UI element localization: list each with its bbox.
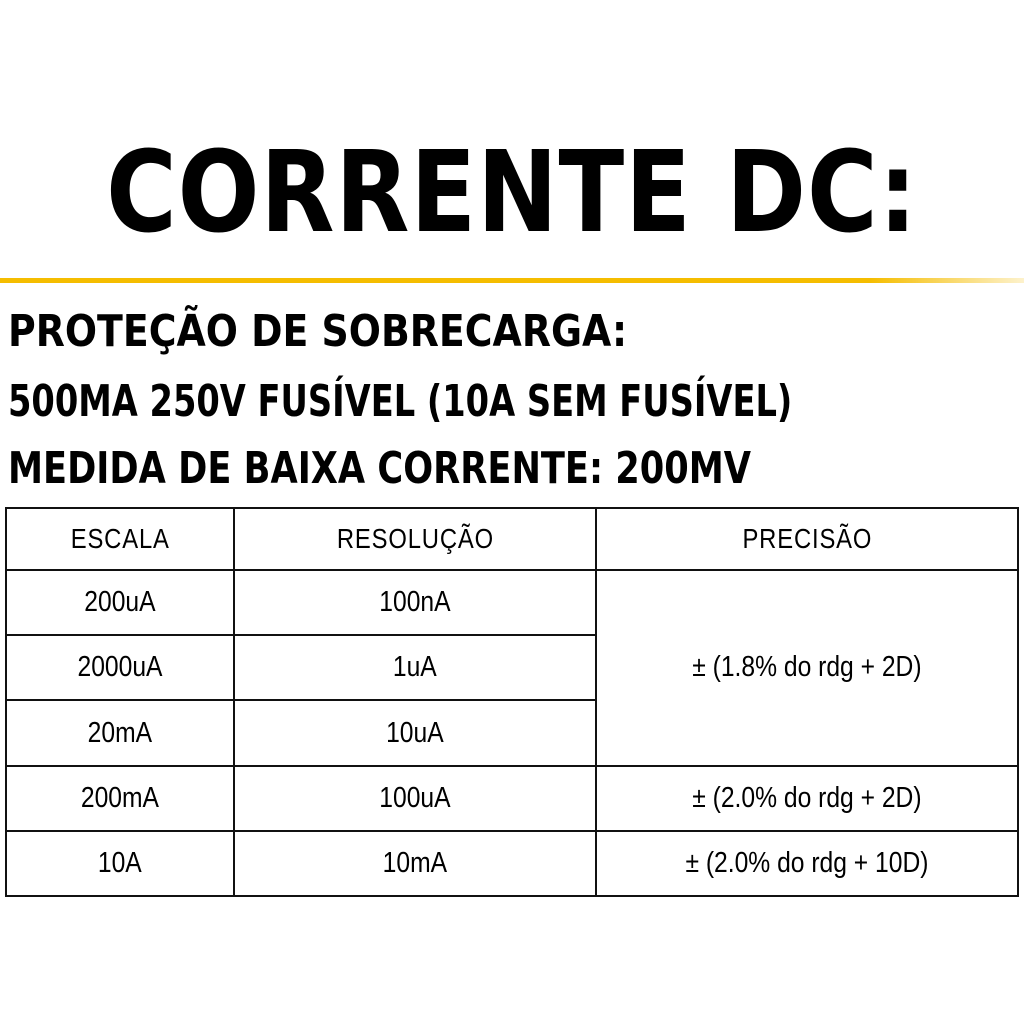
cell-precisao: ± (2.0% do rdg + 10D) <box>596 831 1018 896</box>
page-title: CORRENTE DC: <box>106 128 918 258</box>
spec-overload-protection: PROTEÇÃO DE SOBRECARGA: <box>8 306 628 357</box>
header-precisao: PRECISÃO <box>596 508 1018 570</box>
header-resolucao: RESOLUÇÃO <box>234 508 596 570</box>
cell-escala: 200uA <box>6 570 234 635</box>
cell-precisao: ± (1.8% do rdg + 2D) <box>596 570 1018 765</box>
cell-escala: 200mA <box>6 766 234 831</box>
cell-resolucao: 10uA <box>234 700 596 765</box>
title-divider <box>0 278 1024 283</box>
specs-table <box>5 507 1019 897</box>
table-header-row <box>6 508 1018 570</box>
table-row <box>6 831 1018 896</box>
cell-resolucao: 100uA <box>234 766 596 831</box>
cell-precisao: ± (2.0% do rdg + 2D) <box>596 766 1018 831</box>
header-escala: ESCALA <box>6 508 234 570</box>
cell-resolucao: 1uA <box>234 635 596 700</box>
table-row <box>6 570 1018 635</box>
table-row <box>6 766 1018 831</box>
cell-escala: 2000uA <box>6 635 234 700</box>
spec-fuse: 500MA 250V FUSÍVEL (10A SEM FUSÍVEL) <box>8 376 793 427</box>
cell-resolucao: 10mA <box>234 831 596 896</box>
spec-low-current: MEDIDA DE BAIXA CORRENTE: 200MV <box>8 443 752 494</box>
cell-escala: 10A <box>6 831 234 896</box>
cell-escala: 20mA <box>6 700 234 765</box>
cell-resolucao: 100nA <box>234 570 596 635</box>
